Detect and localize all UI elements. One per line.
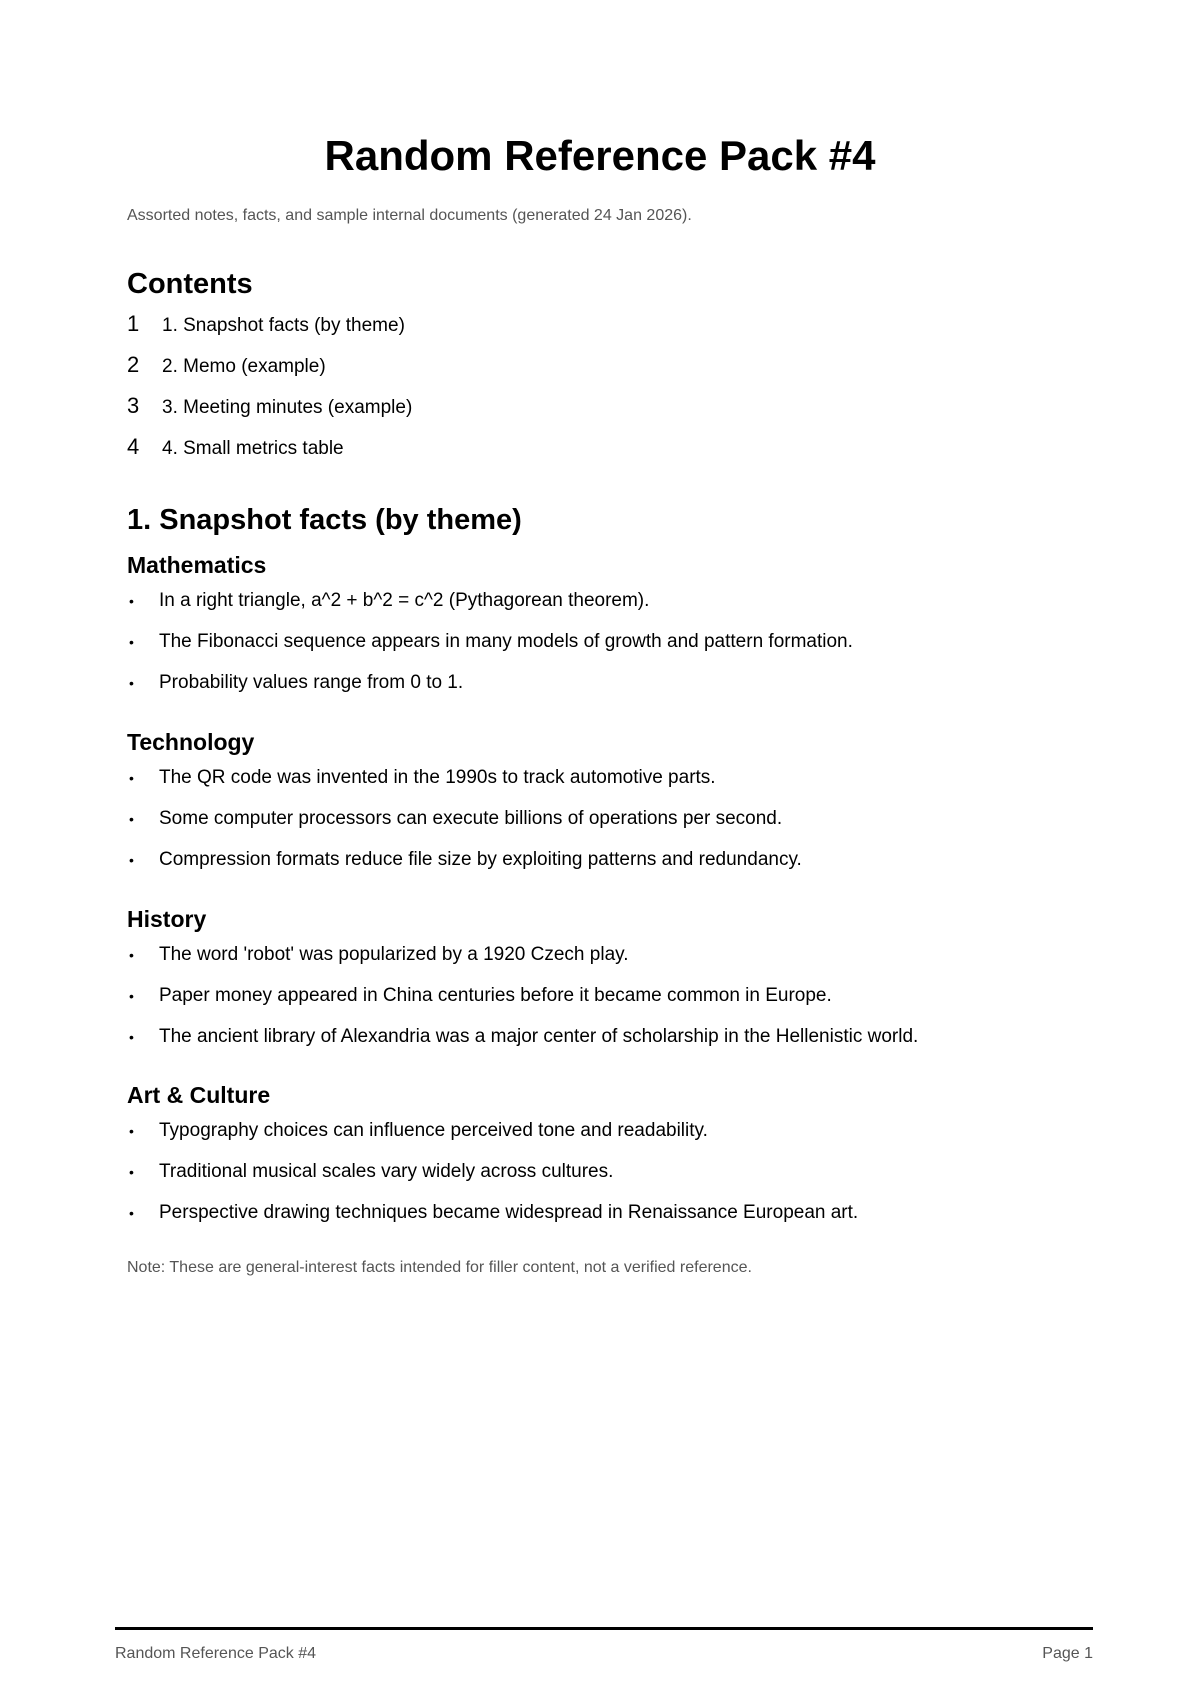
toc-item[interactable]	[127, 352, 412, 393]
toc-item-number: 4	[127, 434, 140, 459]
fact-list	[127, 588, 1087, 711]
theme-history	[127, 904, 1087, 1065]
list-item	[127, 765, 1087, 806]
bullet-icon: •	[129, 634, 134, 650]
toc-item-number: 3	[127, 393, 140, 418]
fact-text: In a right triangle, a^2 + b^2 = c^2 (Pythagorean theorem).	[159, 590, 650, 611]
list-item	[127, 847, 1087, 888]
toc-item-label[interactable]: 4. Small metrics table	[162, 438, 344, 459]
fact-list	[127, 765, 1087, 888]
disclaimer-note: Note: These are general-interest facts intended for filler content, not a verified reference.	[127, 1259, 752, 1276]
footer-divider	[115, 1627, 1093, 1630]
theme-mathematics	[127, 550, 1087, 711]
list-item	[127, 629, 1087, 670]
footer-document-title: Random Reference Pack #4	[115, 1645, 316, 1662]
fact-text: The Fibonacci sequence appears in many models of growth and pattern formation.	[159, 631, 853, 652]
list-item	[127, 1200, 1087, 1241]
list-item	[127, 1118, 1087, 1159]
list-item	[127, 806, 1087, 847]
fact-text: The word 'robot' was popularized by a 1920 Czech play.	[159, 944, 629, 965]
bullet-icon: •	[129, 1123, 134, 1139]
theme-title: History	[127, 906, 207, 932]
bullet-icon: •	[129, 988, 134, 1004]
fact-list	[127, 1118, 1087, 1241]
fact-text: The QR code was invented in the 1990s to track automotive parts.	[159, 767, 716, 788]
bullet-icon: •	[129, 852, 134, 868]
fact-text: Perspective drawing techniques became widespread in Renaissance European art.	[159, 1202, 859, 1223]
list-item	[127, 942, 1087, 983]
toc-item-number: 2	[127, 352, 140, 377]
fact-text: Traditional musical scales vary widely across cultures.	[159, 1161, 614, 1182]
toc-item-label[interactable]: 3. Meeting minutes (example)	[162, 397, 413, 418]
bullet-icon: •	[129, 1164, 134, 1180]
list-item	[127, 1159, 1087, 1200]
fact-text: Some computer processors can execute billions of operations per second.	[159, 808, 783, 829]
bullet-icon: •	[129, 947, 134, 963]
theme-technology	[127, 727, 1087, 888]
toc-item[interactable]	[127, 311, 412, 352]
list-item	[127, 983, 1087, 1024]
toc-item[interactable]	[127, 434, 412, 475]
fact-text: Paper money appeared in China centuries before it became common in Europe.	[159, 985, 832, 1006]
bullet-icon: •	[129, 770, 134, 786]
theme-title: Art & Culture	[127, 1082, 271, 1108]
section-heading-snapshot-facts: 1. Snapshot facts (by theme)	[127, 504, 522, 536]
bullet-icon: •	[129, 1205, 134, 1221]
bullet-icon: •	[129, 1029, 134, 1045]
theme-title: Technology	[127, 729, 255, 755]
bullet-icon: •	[129, 811, 134, 827]
fact-text: Probability values range from 0 to 1.	[159, 672, 464, 693]
toc-item-label[interactable]: 2. Memo (example)	[162, 356, 326, 377]
footer-page-number: Page 1	[1042, 1645, 1093, 1662]
list-item	[127, 588, 1087, 629]
theme-title: Mathematics	[127, 552, 267, 578]
fact-text: Compression formats reduce file size by exploiting patterns and redundancy.	[159, 849, 802, 870]
fact-list	[127, 942, 1087, 1065]
theme-art-culture	[127, 1080, 1087, 1241]
fact-text: Typography choices can influence perceived tone and readability.	[159, 1120, 708, 1141]
bullet-icon: •	[129, 675, 134, 691]
bullet-icon: •	[129, 593, 134, 609]
toc-item[interactable]	[127, 393, 412, 434]
fact-text: The ancient library of Alexandria was a major center of scholarship in the Hellenistic world.	[159, 1026, 919, 1047]
toc-item-number: 1	[127, 311, 140, 336]
toc-item-label[interactable]: 1. Snapshot facts (by theme)	[162, 315, 405, 336]
contents-heading: Contents	[127, 268, 253, 300]
table-of-contents	[127, 311, 412, 475]
list-item	[127, 670, 1087, 711]
page-title: Random Reference Pack #4	[324, 132, 876, 179]
document-subtitle: Assorted notes, facts, and sample internal documents (generated 24 Jan 2026).	[127, 207, 692, 224]
list-item	[127, 1024, 1087, 1065]
